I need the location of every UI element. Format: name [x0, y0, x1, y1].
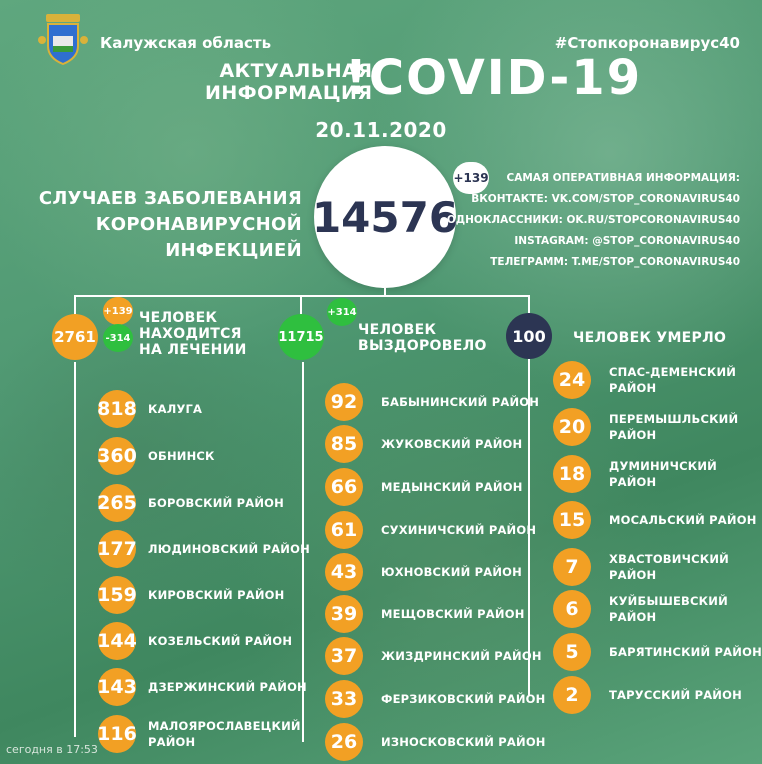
connector-col1	[74, 362, 76, 737]
district-item	[553, 361, 736, 399]
district-count: 2	[553, 676, 591, 714]
recovered-circle: 11715	[278, 314, 324, 360]
district-count: 24	[553, 361, 591, 399]
treatment-label	[139, 310, 247, 358]
district-name: СУХИНИЧСКИЙ РАЙОН	[381, 523, 537, 537]
info-line3: ОДНОКЛАССНИКИ: OK.RU/STOPCORONAVIRUS40	[446, 214, 740, 226]
district-count: 6	[553, 590, 591, 628]
district-name: КОЗЕЛЬСКИЙ РАЙОН	[148, 634, 293, 648]
cases-delta-badge: +139	[453, 162, 489, 194]
district-item	[98, 715, 301, 753]
district-item	[98, 622, 292, 660]
district-item	[553, 548, 762, 586]
district-item	[325, 637, 542, 675]
district-item	[325, 383, 539, 421]
district-count: 20	[553, 408, 591, 446]
district-name: ФЕРЗИКОВСКИЙ РАЙОН	[381, 692, 546, 706]
district-item	[325, 511, 536, 549]
district-count: 43	[325, 553, 363, 591]
treatment-label-line2: НАХОДИТСЯ	[139, 326, 242, 342]
district-name-line2: РАЙОН	[609, 381, 657, 395]
district-item	[553, 455, 762, 493]
district-name: ДЗЕРЖИНСКИЙ РАЙОН	[148, 680, 307, 694]
recovered-label-line2: ВЫЗДОРОВЕЛО	[358, 338, 487, 354]
district-count: 177	[98, 530, 136, 568]
district-item	[98, 530, 310, 568]
cases-label-line2: КОРОНАВИРУСНОЙ ИНФЕКЦИЕЙ	[95, 214, 302, 261]
district-count: 7	[553, 548, 591, 586]
district-name: ЖУКОВСКИЙ РАЙОН	[381, 437, 523, 451]
district-count: 85	[325, 425, 363, 463]
district-count: 15	[553, 501, 591, 539]
region-name: Калужская область	[100, 34, 272, 52]
treatment-plus-badge: +139	[103, 297, 133, 325]
district-name: МОСАЛЬСКИЙ РАЙОН	[609, 513, 757, 527]
died-circle: 100	[506, 313, 552, 359]
district-item	[98, 390, 202, 428]
title-big: !COVID-19	[345, 50, 643, 106]
district-count: 92	[325, 383, 363, 421]
district-name-line2: РАЙОН	[609, 428, 657, 442]
district-item	[553, 633, 762, 671]
district-name: МЕЩОВСКИЙ РАЙОН	[381, 607, 525, 621]
district-count: 61	[325, 511, 363, 549]
district-name: БАБЫНИНСКИЙ РАЙОН	[381, 395, 540, 409]
district-name: БАРЯТИНСКИЙ РАЙОН	[609, 645, 762, 659]
report-date: 20.11.2020	[315, 118, 447, 142]
recovered-label	[358, 322, 487, 354]
coat-of-arms-icon	[38, 10, 88, 66]
district-name: ЛЮДИНОВСКИЙ РАЙОН	[148, 542, 310, 556]
title-small-line1: АКТУАЛЬНАЯ	[219, 60, 373, 82]
district-name: ОБНИНСК	[148, 449, 215, 463]
district-name	[609, 411, 738, 443]
title-small-line2: ИНФОРМАЦИЯ	[205, 82, 373, 104]
district-count: 18	[553, 455, 591, 493]
hashtag: #Стопкоронавирус40	[554, 34, 740, 52]
district-item	[325, 723, 546, 761]
district-count: 818	[98, 390, 136, 428]
district-name: ТАРУССКИЙ РАЙОН	[609, 688, 742, 702]
treatment-label-line3: НА ЛЕЧЕНИИ	[139, 342, 247, 358]
district-name-line1: СПАС-ДЕМЕНСКИЙ	[609, 365, 737, 379]
district-count: 116	[98, 715, 136, 753]
district-count: 265	[98, 484, 136, 522]
district-count: 360	[98, 437, 136, 475]
treatment-circle: 2761	[52, 314, 98, 360]
district-count: 144	[98, 622, 136, 660]
district-item	[325, 425, 522, 463]
info-block	[447, 168, 740, 273]
district-count: 143	[98, 668, 136, 706]
district-name: КАЛУГА	[148, 402, 203, 416]
info-line1: САМАЯ ОПЕРАТИВНАЯ ИНФОРМАЦИЯ:	[506, 172, 740, 184]
district-item	[553, 501, 757, 539]
district-name: МЕДЫНСКИЙ РАЙОН	[381, 480, 523, 494]
district-name	[148, 718, 301, 750]
district-count: 39	[325, 595, 363, 633]
cases-label	[2, 186, 302, 264]
recovered-label-line1: ЧЕЛОВЕК	[358, 322, 437, 338]
info-line5: ТЕЛЕГРАММ: T.ME/STOP_CORONAVIRUS40	[490, 256, 740, 268]
district-item	[98, 437, 215, 475]
district-name	[609, 364, 736, 396]
district-item	[325, 595, 525, 633]
district-count: 66	[325, 468, 363, 506]
total-cases-circle: 14576	[314, 146, 456, 288]
info-line4: INSTAGRAM: @STOP_CORONAVIRUS40	[514, 235, 740, 247]
recovered-plus-badge: +314	[327, 298, 357, 326]
district-item	[325, 680, 545, 718]
treatment-minus-badge: -314	[103, 324, 133, 352]
died-label: ЧЕЛОВЕК УМЕРЛО	[573, 330, 727, 346]
district-name: БОРОВСКИЙ РАЙОН	[148, 496, 284, 510]
district-name: ХВАСТОВИЧСКИЙ РАЙОН	[609, 552, 729, 582]
info-line2: ВКОНТАКТЕ: VK.COM/STOP_CORONAVIRUS40	[471, 193, 740, 205]
district-count: 159	[98, 576, 136, 614]
district-item	[325, 468, 523, 506]
district-item	[98, 668, 307, 706]
district-count: 26	[325, 723, 363, 761]
district-item	[553, 408, 738, 446]
treatment-label-line1: ЧЕЛОВЕК	[139, 310, 218, 326]
district-name: ИЗНОСКОВСКИЙ РАЙОН	[381, 735, 546, 749]
district-item	[553, 590, 762, 628]
district-name: ДУМИНИЧСКИЙ РАЙОН	[609, 459, 718, 489]
district-count: 5	[553, 633, 591, 671]
district-item	[553, 676, 742, 714]
district-count: 37	[325, 637, 363, 675]
district-item	[325, 553, 522, 591]
district-name: КУЙБЫШЕВСКИЙ РАЙОН	[609, 594, 728, 624]
district-name: ЮХНОВСКИЙ РАЙОН	[381, 565, 522, 579]
cases-label-line1: СЛУЧАЕВ ЗАБОЛЕВАНИЯ	[38, 188, 302, 209]
connector-horizontal	[74, 295, 530, 297]
district-name: КИРОВСКИЙ РАЙОН	[148, 588, 285, 602]
district-name-line2: РАЙОН	[148, 735, 196, 749]
district-item	[98, 484, 284, 522]
district-item	[98, 576, 284, 614]
district-name-line1: ПЕРЕМЫШЛЬСКИЙ	[609, 412, 739, 426]
district-name: ЖИЗДРИНСКИЙ РАЙОН	[381, 649, 542, 663]
district-name-line1: МАЛОЯРОСЛАВЕЦКИЙ	[148, 719, 301, 733]
district-count: 33	[325, 680, 363, 718]
timestamp: сегодня в 17:53	[6, 743, 98, 756]
